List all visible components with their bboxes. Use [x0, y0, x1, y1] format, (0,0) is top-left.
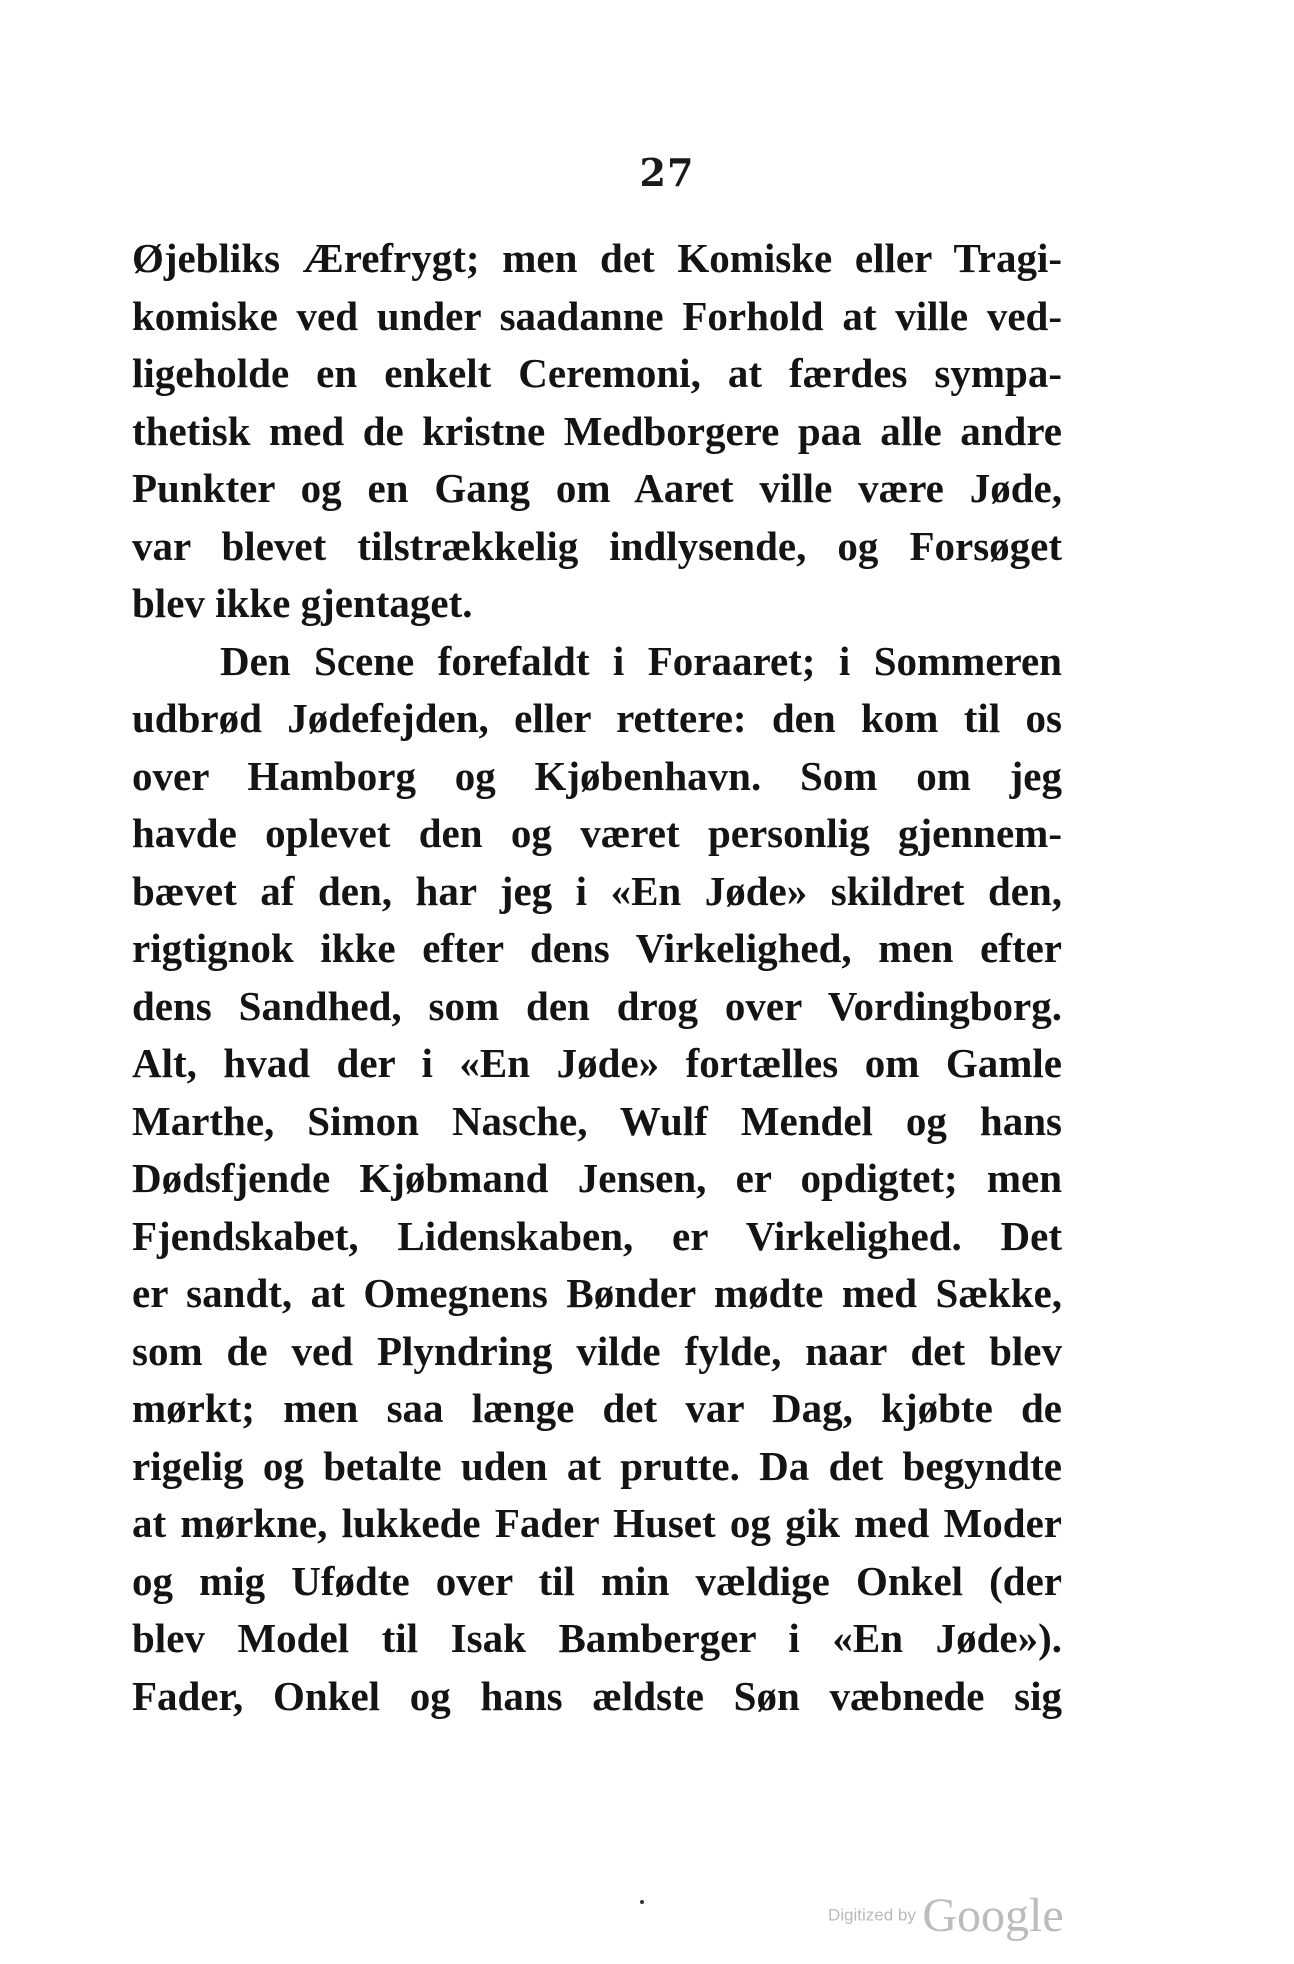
- body-text: [132, 230, 1062, 1725]
- text-line: Fader, Onkel og hans ældste Søn væbnede sig: [132, 1672, 1062, 1719]
- text-line: rigtignok ikke efter dens Virkelighed, men efter: [132, 925, 1062, 971]
- text-line: Dødsfjende Kjøbmand Jensen, er opdigtet; men: [132, 1155, 1062, 1201]
- text-line: thetisk med de kristne Medborgere paa alle andre: [132, 407, 1062, 454]
- text-line: blev ikke gjentaget.: [132, 580, 473, 626]
- text-line: Alt, hvad der i «En Jøde» fortælles om Gamle: [132, 1040, 1062, 1086]
- print-speck: [640, 1900, 644, 1904]
- text-line: Fjendskabet, Lidenskaben, er Virkelighed. Det: [132, 1212, 1062, 1259]
- watermark-prefix: Digitized by: [828, 1905, 916, 1925]
- text-line: Marthe, Simon Nasche, Wulf Mendel og hans: [132, 1097, 1062, 1144]
- text-line: og mig Ufødte over til min vældige Onkel (der: [132, 1557, 1062, 1604]
- page-number: 27: [639, 150, 695, 195]
- text-line: at mørkne, lukkede Fader Huset og gik med Moder: [132, 1500, 1062, 1546]
- watermark-brand: Google: [922, 1889, 1064, 1942]
- text-line: var blevet tilstrækkelig indlysende, og Forsøget: [132, 522, 1062, 569]
- text-line: som de ved Plyndring vilde fylde, naar det blev: [132, 1327, 1062, 1374]
- text-line: blev Model til Isak Bamberger i «En Jøde»).: [132, 1615, 1062, 1661]
- text-line: dens Sandhed, som den drog over Vordingborg.: [132, 982, 1062, 1029]
- text-line: komiske ved under saadanne Forhold at ville ved-: [132, 292, 1062, 339]
- text-line: over Hamborg og Kjøbenhavn. Som om jeg: [132, 752, 1062, 799]
- paragraph-start-line: Den Scene forefaldt i Foraaret; i Sommeren: [220, 637, 1062, 684]
- text-line: er sandt, at Omegnens Bønder mødte med Sække,: [132, 1270, 1062, 1316]
- digitized-watermark: [828, 1888, 1064, 1943]
- text-line: Punkter og en Gang om Aaret ville være Jøde,: [132, 465, 1062, 511]
- text-line: bævet af den, har jeg i «En Jøde» skildret den,: [132, 867, 1062, 914]
- text-line: rigelig og betalte uden at prutte. Da det begyndte: [132, 1442, 1062, 1489]
- text-line: ligeholde en enkelt Ceremoni, at færdes sympa-: [132, 350, 1062, 396]
- text-line: Øjebliks Ærefrygt; men det Komiske eller Tragi-: [132, 235, 1062, 281]
- text-line: udbrød Jødefejden, eller rettere: den kom til os: [132, 695, 1062, 741]
- text-line: mørkt; men saa længe det var Dag, kjøbte de: [132, 1385, 1062, 1431]
- text-line: havde oplevet den og været personlig gjennem-: [132, 810, 1062, 856]
